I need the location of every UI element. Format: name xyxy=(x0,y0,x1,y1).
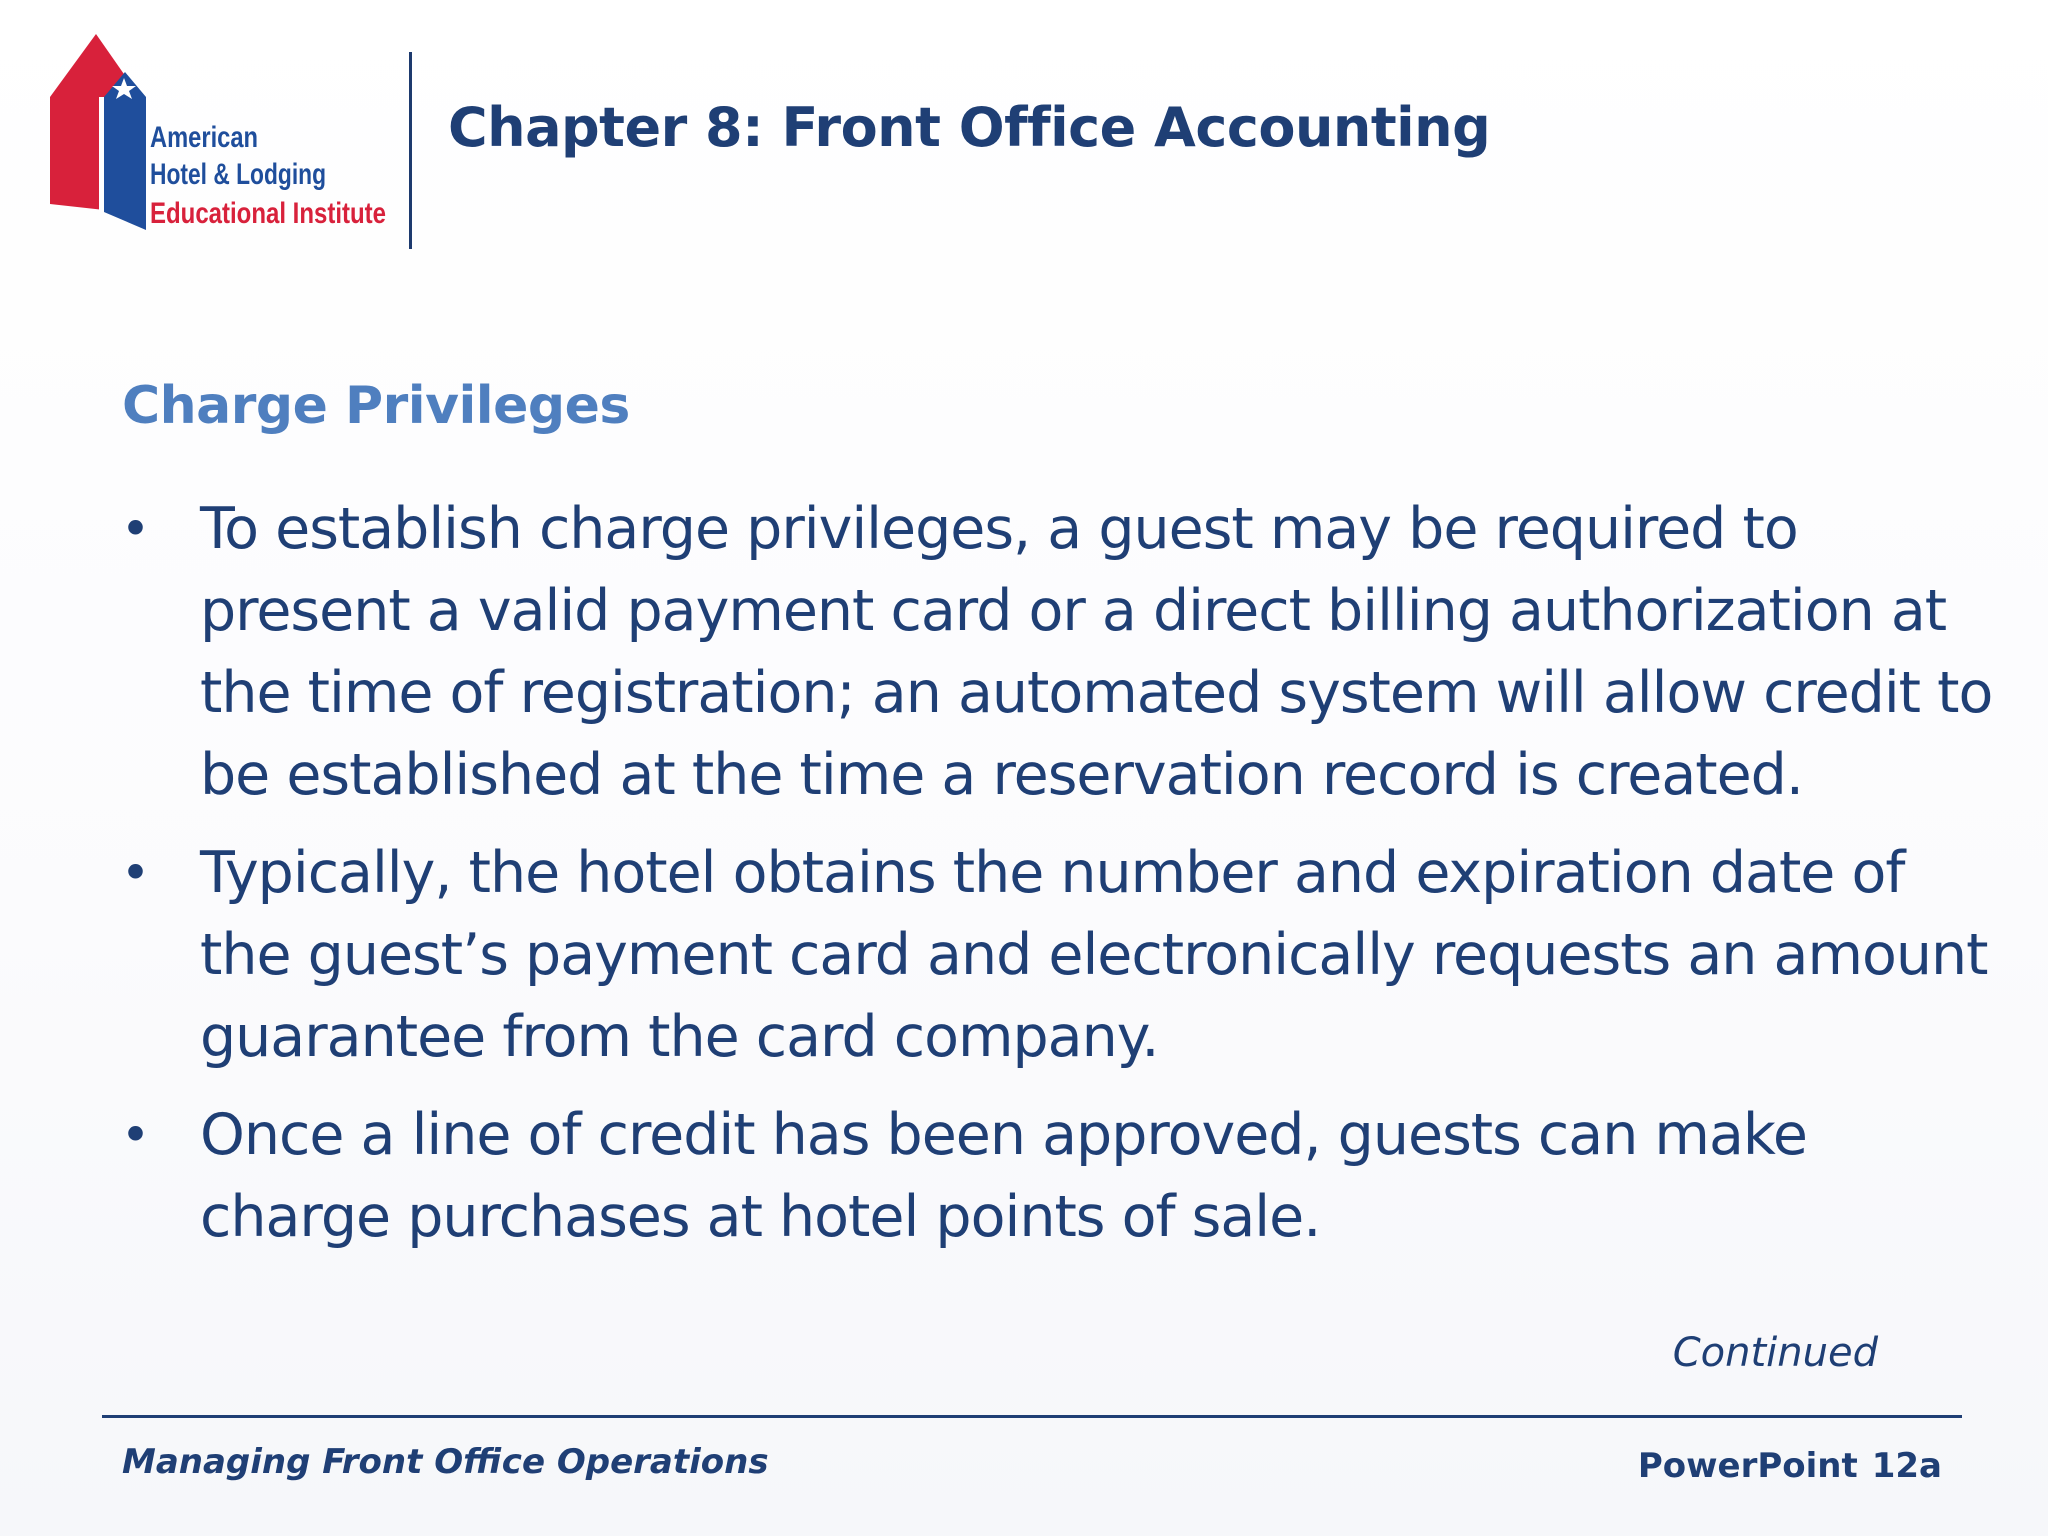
bullet-icon: • xyxy=(120,1106,150,1164)
slide-number: 12a xyxy=(1871,1446,1942,1486)
bullet-icon: • xyxy=(120,500,150,558)
bullet-text: Typically, the hotel obtains the number and expiration date of the guest’s payment card and electronically requests an amount guarantee from the card company. xyxy=(200,840,1988,1070)
bullet-list xyxy=(120,488,2000,1274)
header-divider xyxy=(409,52,412,249)
footer-divider xyxy=(102,1415,1962,1418)
footer-book-title: Managing Front Office Operations xyxy=(122,1442,769,1482)
bullet-item xyxy=(120,488,2000,816)
bullet-item xyxy=(120,832,2000,1078)
section-title: Charge Privileges xyxy=(122,376,630,436)
bullet-text: Once a line of credit has been approved, guests can make charge purchases at hotel points of sale. xyxy=(200,1102,1807,1250)
bullet-icon: • xyxy=(120,844,150,902)
bullet-text: To establish charge privileges, a guest may be required to present a valid payment card or a direct billing authorization at the time of registration; an automated system will allow credit to be established at the time a reservation record is created. xyxy=(200,496,1993,808)
logo-line-2: Hotel & Lodging xyxy=(150,158,326,191)
footer-slide-id xyxy=(1638,1446,1942,1486)
ahlei-logo xyxy=(50,34,390,244)
logo-line-1: American xyxy=(150,121,258,154)
logo-line-3: Educational Institute xyxy=(150,197,386,230)
powerpoint-label: PowerPoint xyxy=(1637,1446,1858,1486)
chapter-title: Chapter 8: Front Office Accounting xyxy=(448,96,1491,159)
bullet-item xyxy=(120,1094,2000,1258)
continued-label: Continued xyxy=(1672,1330,1878,1376)
